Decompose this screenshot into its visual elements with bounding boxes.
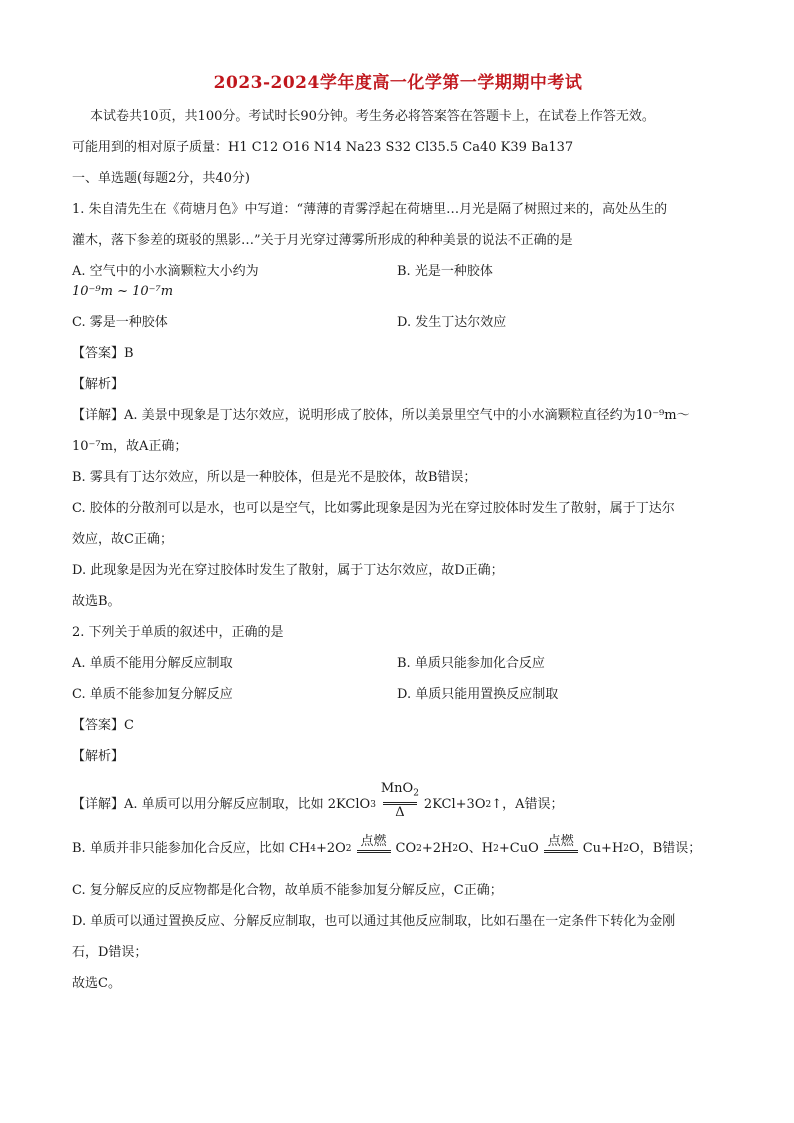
q1-option-d: D. 发生丁达尔效应 (397, 315, 507, 330)
q2-option-a: A. 单质不能用分解反应制取 (72, 656, 233, 671)
q2-detail-a-text: 【详解】A. 单质可以用分解反应制取，比如 2KClO (72, 797, 371, 812)
q2-conclusion: 故选C。 (72, 976, 121, 991)
q1-detail-line2: 10⁻⁷m，故A正确； (72, 439, 188, 454)
q2-detail-b-tail: O，B错误； (629, 841, 702, 856)
q2-detail-d-line1: D. 单质可以通过置换反应、分解反应制取，也可以通过其他反应制取，比如石墨在一定条件下转化为金刚 (72, 914, 676, 929)
q2-catalyst (378, 781, 422, 802)
q2-detail-b-mid2: +CuO (498, 841, 539, 856)
intro-text: 本试卷共10页，共100分。考试时长90分钟。考生务必将答案答在答题卡上，在试卷上作答无效。 (90, 109, 655, 124)
q2-detail-b-prod1c: O、H (458, 841, 494, 856)
q2-ignite-label-1: 点燃 (360, 834, 387, 849)
q2-equals-sign-b1 (357, 850, 391, 853)
q2-detail-b-sub2e: 2 (623, 844, 630, 854)
q2-option-c: C. 单质不能参加复分解反应 (72, 687, 233, 702)
q1-detail-line5: 效应，故C正确； (72, 532, 173, 547)
q2-heat-symbol: Δ (395, 805, 405, 820)
q2-detail-b-prod1: CO (395, 841, 417, 856)
q2-reaction-condition-b1 (354, 834, 394, 853)
q2-options-row2 (72, 685, 724, 705)
q1-detail-line3: B. 雾具有丁达尔效应，所以是一种胶体，但是光不是胶体，故B错误； (72, 470, 477, 485)
page-title: 2023-2024学年度高一化学第一学期期中考试 (213, 73, 583, 93)
q1-option-c: C. 雾是一种胶体 (72, 315, 168, 330)
q1-detail-line4: C. 胶体的分散剂可以是水，也可以是空气，比如雾此现象是因为光在穿过胶体时发生了散射，属于丁达尔 (72, 501, 675, 516)
q2-detail-b (72, 825, 724, 859)
q2-catalyst-sub: 2 (413, 789, 419, 799)
q2-detail-b-sub2c: 2 (452, 844, 459, 854)
q2-equals-sign-b2 (544, 850, 578, 853)
q1-detail-line6: D. 此现象是因为光在穿过胶体时发生了散射，属于丁达尔效应，故D正确； (72, 563, 504, 578)
q1-stem-line1: 1. 朱自清先生在《荷塘月色》中写道：“薄薄的青雾浮起在荷塘里…月光是隔了树照过来的，高处丛生的 (72, 202, 668, 217)
q1-option-b: B. 光是一种胶体 (397, 264, 493, 279)
q2-detail-b-prod1b: +2H (421, 841, 453, 856)
q1-stem-line2: 灌木，落下参差的斑驳的黑影…”关于月光穿过薄雾所形成的种种美景的说法不正确的是 (72, 233, 573, 248)
q2-detail-b-mid1: +2O (315, 841, 346, 856)
q2-ignite-label-2: 点燃 (547, 834, 574, 849)
q2-detail-a-sub: 3 (370, 800, 376, 810)
q2-options-row1 (72, 654, 724, 674)
q1-option-a-math: 10⁻⁹m ~ 10⁻⁷m (72, 284, 174, 299)
q2-detail-b-sub2d: 2 (493, 844, 499, 854)
q2-detail-d-line2: 石，D错误； (72, 945, 148, 960)
q1-option-a-text: A. 空气中的小水滴颗粒大小约为 (72, 264, 259, 279)
q2-analysis-label: 【解析】 (72, 749, 125, 764)
q2-detail-a (72, 771, 724, 820)
q2-detail-a-product: 2KCl+3O (423, 797, 486, 812)
q2-option-d: D. 单质只能用置换反应制取 (397, 687, 559, 702)
q2-detail-b-prod2: Cu+H (582, 841, 624, 856)
q2-answer: 【答案】C (72, 718, 134, 733)
q2-detail-a-tail: ↑，A错误； (491, 797, 564, 812)
q2-detail-b-sub4: 4 (310, 844, 316, 854)
q1-option-a (72, 262, 397, 302)
q1-conclusion: 故选B。 (72, 594, 121, 609)
q2-detail-b-sub2b: 2 (416, 844, 422, 854)
q2-detail-b-sub2a: 2 (345, 844, 352, 854)
atomic-mass-text: 可能用到的相对原子质量：H1 C12 O16 N14 Na23 S32 Cl35.5 Ca40 K39 Ba137 (72, 140, 574, 155)
q2-catalyst-text: MnO (380, 781, 414, 797)
q2-reaction-condition-a (378, 781, 422, 821)
q2-detail-a-product-sub: 2 (485, 800, 492, 810)
q1-options-row1 (72, 262, 724, 302)
q1-answer: 【答案】B (72, 346, 134, 361)
q1-detail-line1: 【详解】A. 美景中现象是丁达尔效应，说明形成了胶体，所以美景里空气中的小水滴颗粒直径约为10⁻⁹m～ (72, 408, 690, 423)
q2-detail-b-text: B. 单质并非只能参加化合反应，比如 CH (72, 841, 311, 856)
section-heading: 一、单选题(每题2分，共40分) (72, 171, 250, 186)
q2-option-b: B. 单质只能参加化合反应 (397, 656, 545, 671)
q1-options-row2 (72, 313, 724, 333)
q2-reaction-condition-b2 (541, 834, 581, 853)
q2-stem: 2. 下列关于单质的叙述中，正确的是 (72, 625, 284, 640)
q1-analysis-label: 【解析】 (72, 377, 125, 392)
q2-detail-c: C. 复分解反应的反应物都是化合物，故单质不能参加复分解反应，C正确； (72, 883, 503, 898)
